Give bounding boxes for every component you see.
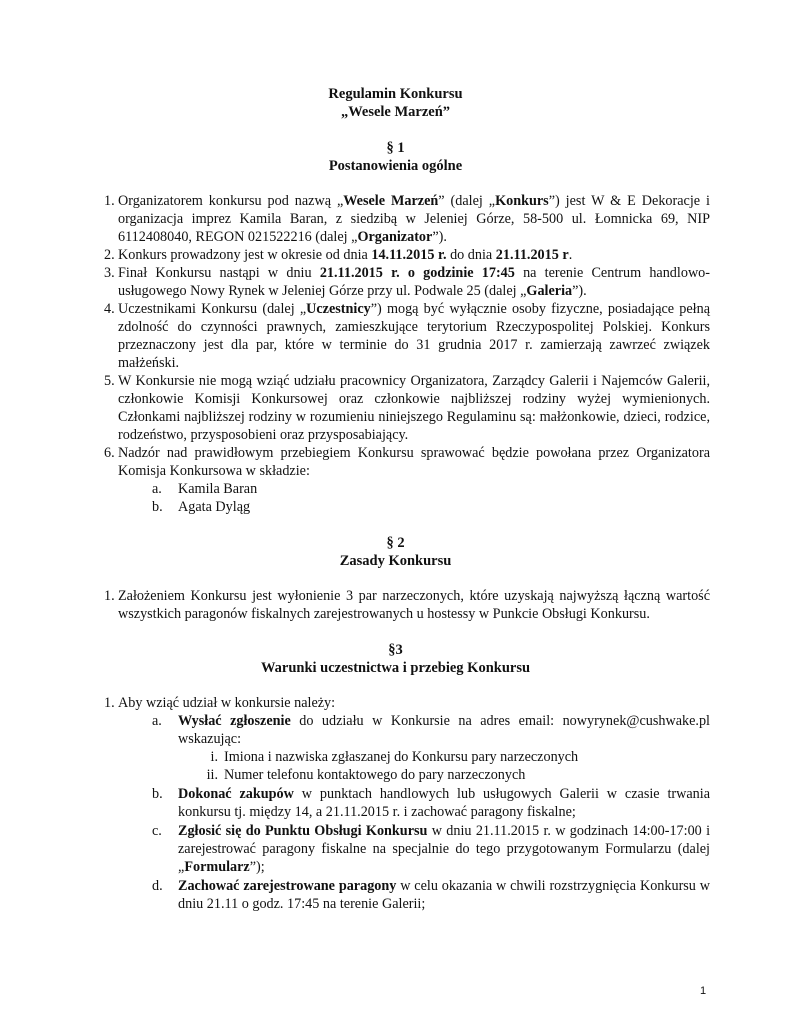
text-run: Finał Konkursu nastąpi w dniu — [118, 265, 320, 281]
bold-text-run: Formularz — [184, 859, 250, 875]
text-run: ”) mogą być wyłącznie osoby fizyczne, posiadające pełną zdolność do czynności prawnych, zamieszkujące terytorium Rzeczypospolitej Polskiej. Konkurs przeznaczony jest dla par, które w terminie do 31 grudnia 2017 r. zamierzają zawrzeć związek małżeński. — [118, 301, 710, 371]
s3-item-1 — [118, 694, 710, 712]
s3-item-1-number: 1. — [104, 695, 115, 711]
step-c-number: c. — [152, 823, 162, 839]
section-2-heading: Zasady Konkursu — [339, 553, 452, 569]
text-run: na terenie Centrum handlowo-usługowego Nowy Rynek w Jeleniej Górze przy ul. Podwale 25 (dalej „ — [118, 265, 711, 299]
text-run: Uczestnikami Konkursu (dalej „ — [118, 301, 307, 317]
step-a — [178, 712, 710, 748]
bold-text-run: Wysłać zgłoszenie — [178, 713, 291, 729]
text-run: ”). — [432, 229, 447, 245]
s2-item-1-number: 1. — [104, 588, 115, 604]
s1-item-6-number: 6. — [104, 445, 115, 461]
page-number: 1 — [700, 985, 707, 997]
document-title: Regulamin Konkursu — [328, 86, 463, 102]
s1-item-6 — [118, 444, 710, 480]
text-run: do udziału w Konkursie na adres email: nowyrynek@cushwake.pl wskazując: — [178, 713, 710, 747]
step-c — [178, 822, 710, 876]
s1-item-4 — [118, 300, 710, 372]
text-run: Organizatorem konkursu pod nazwą „ — [118, 193, 344, 209]
text-run: Konkurs prowadzony jest w okresie od dnia — [118, 247, 372, 263]
s1-item-2 — [118, 246, 710, 264]
bold-text-run: Wesele Marzeń — [343, 193, 439, 209]
section-1-mark: § 1 — [386, 140, 405, 156]
step-b — [178, 785, 710, 821]
section-1-heading: Postanowienia ogólne — [328, 158, 463, 174]
section-3-mark: §3 — [388, 642, 403, 658]
step-a-number: a. — [152, 713, 162, 729]
bold-text-run: 21.11.2015 r. o godzinie 17:45 — [319, 265, 515, 281]
s2-item-1 — [118, 587, 710, 623]
text-run: Nadzór nad prawidłowym przebiegiem Konkursu sprawować będzie powołana przez Organizatora Komisja Konkursowa w składzie: — [118, 445, 710, 479]
text-run: do dnia — [446, 247, 496, 263]
bold-text-run: Organizator — [357, 229, 433, 245]
s1-item-2-number: 2. — [104, 247, 115, 263]
bold-text-run: Dokonać zakupów — [178, 786, 294, 802]
text-run: ”); — [249, 859, 265, 875]
text-run: ”). — [572, 283, 587, 299]
text-run: Założeniem Konkursu jest wyłonienie 3 par narzeczonych, które uzyskają najwyższą łączną wartość wszystkich paragonów fiskalnych zarejestrowanych u hostessy w Punkcie Obsługi Konkursu. — [118, 588, 710, 622]
committee-member-b: Agata Dyląg — [178, 499, 251, 515]
step-d-number: d. — [152, 878, 163, 894]
bold-text-run: Zgłosić się do Punktu Obsługi Konkursu — [178, 823, 428, 839]
s1-item-1-number: 1. — [104, 193, 115, 209]
email-detail-ii: Numer telefonu kontaktowego do pary narzeczonych — [224, 767, 526, 783]
s1-item-4-number: 4. — [104, 301, 115, 317]
email-detail-i: Imiona i nazwiska zgłaszanej do Konkursu pary narzeczonych — [224, 749, 579, 765]
committee-member-b-number: b. — [152, 499, 163, 515]
s1-item-3 — [118, 264, 710, 300]
bold-text-run: 14.11.2015 r. — [371, 247, 447, 263]
text-run: ” (dalej „ — [438, 193, 496, 209]
email-detail-ii-number: ii. — [206, 767, 218, 783]
bold-text-run: Uczestnicy — [306, 301, 371, 317]
text-run: w punktach handlowych lub usługowych Galerii w czasie trwania konkursu tj. między 14, a 21.11.2015 r. i zachować paragony fiskalne; — [178, 786, 711, 820]
text-run: w celu okazania w chwili rozstrzygnięcia Konkursu w dniu 21.11 o godz. 17:45 na terenie Galerii; — [178, 878, 710, 912]
step-b-number: b. — [152, 786, 163, 802]
text-run: ”) jest W & E Dekoracje i organizacja imprez Kamila Baran, z siedzibą w Jeleniej Górze, 58-500 ul. Łomnicka 69, NIP 6112408040, REGON 021522216 (dalej „ — [118, 193, 710, 245]
s1-item-1 — [118, 192, 710, 246]
bold-text-run: 21.11.2015 r — [495, 247, 569, 263]
text-run: w dniu 21.11.2015 r. w godzinach 14:00-17:00 i zarejestrować paragony fiskalne na specjalnie do tego przygotowanym Formularzu (dalej „ — [178, 823, 711, 875]
bold-text-run: Konkurs — [495, 193, 549, 209]
text-run: W Konkursie nie mogą wziąć udziału pracownicy Organizatora, Zarządcy Galerii i Najemców Galerii, członkowie Komisji Konkursowej oraz członkowie najbliższej rodziny wyżej wymienionych. Członkami najbliższej rodziny w rozumieniu niniejszego Regulaminu są: małżonkowie, dzieci, rodzice, rodzeństwo, przysposobieni oraz przysposabiający. — [118, 373, 710, 443]
s1-item-3-number: 3. — [104, 265, 115, 281]
committee-member-a: Kamila Baran — [178, 481, 258, 497]
text-run: Aby wziąć udział w konkursie należy: — [118, 695, 336, 711]
contest-name: „Wesele Marzeń” — [340, 104, 451, 120]
section-2-mark: § 2 — [386, 535, 405, 551]
section-3-heading: Warunki uczestnictwa i przebieg Konkursu — [260, 660, 531, 676]
step-d — [178, 877, 710, 913]
s1-item-5 — [118, 372, 710, 444]
email-detail-i-number: i. — [210, 749, 218, 765]
text-run: . — [568, 247, 573, 263]
committee-member-a-number: a. — [152, 481, 162, 497]
s1-item-5-number: 5. — [104, 373, 115, 389]
bold-text-run: Zachować zarejestrowane paragony — [178, 878, 397, 894]
bold-text-run: Galeria — [526, 283, 573, 299]
